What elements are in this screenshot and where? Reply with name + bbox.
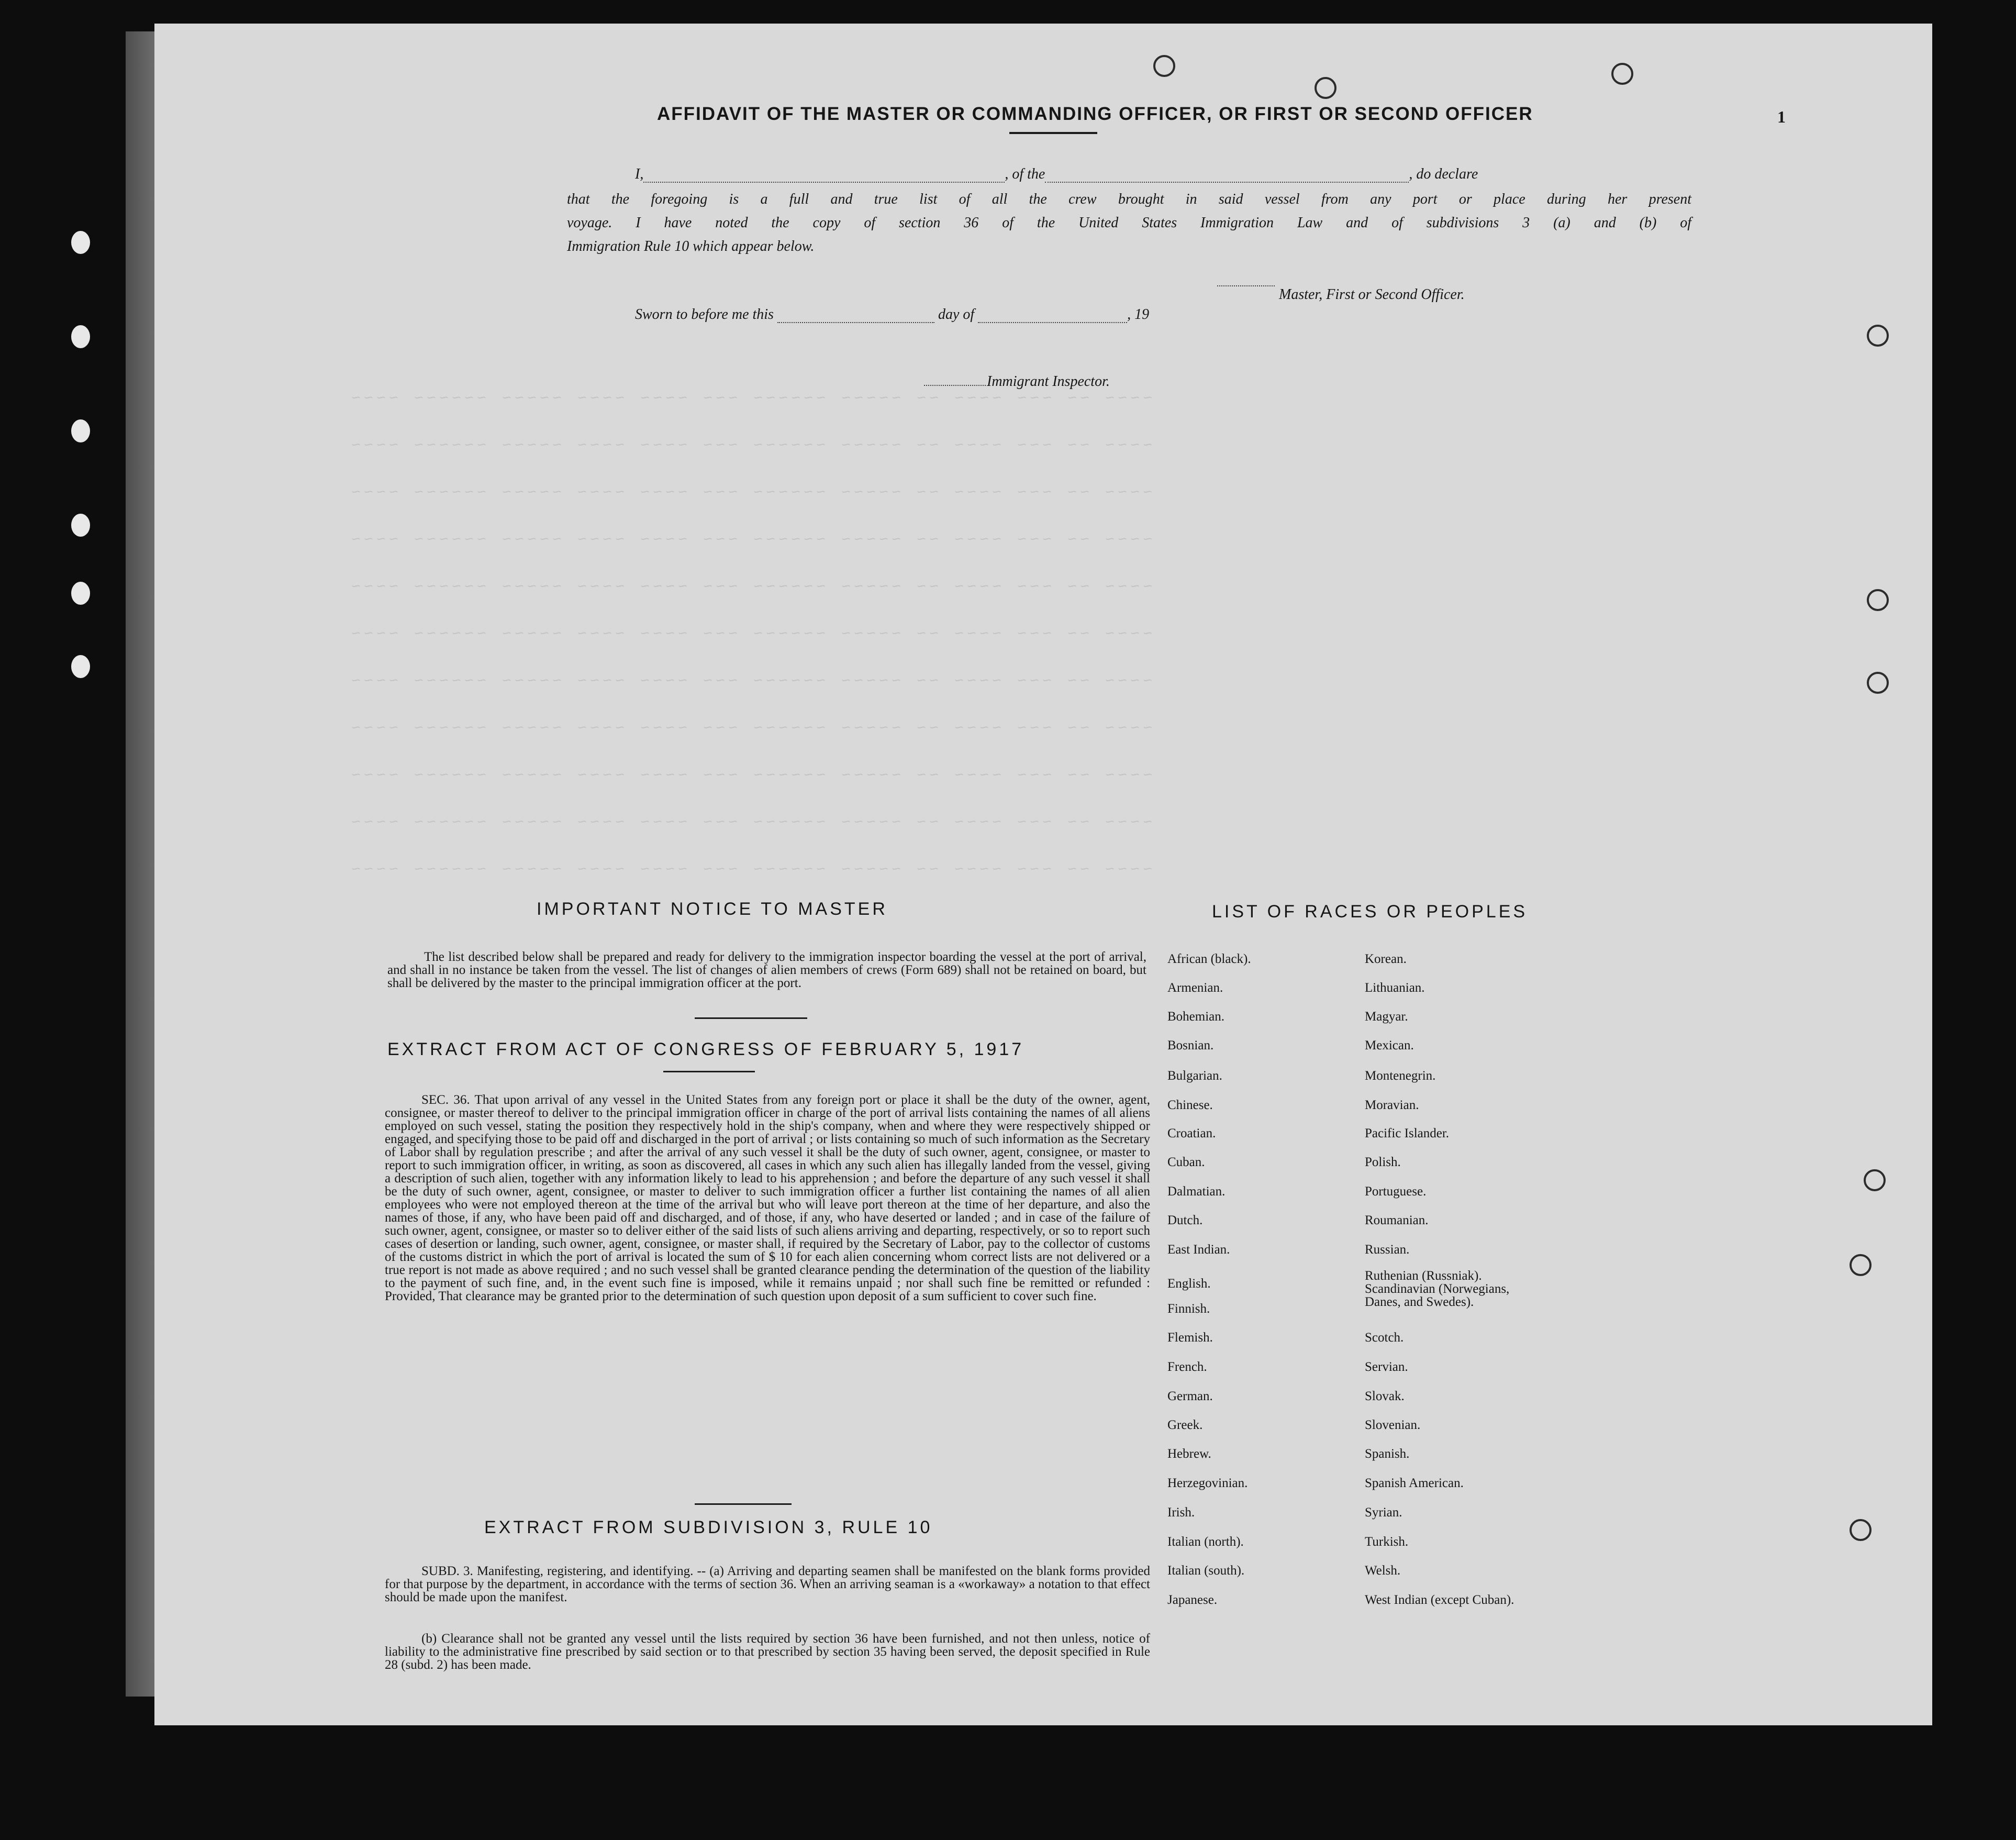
race-entry: Servian. [1365, 1360, 1408, 1374]
race-entry: African (black). [1167, 952, 1251, 966]
race-entry: Japanese. [1167, 1593, 1218, 1607]
punch-hole [70, 580, 92, 606]
ring-mark [1867, 589, 1889, 611]
race-entry: Montenegrin. [1365, 1069, 1436, 1083]
race-entry: Bosnian. [1167, 1038, 1214, 1052]
punch-hole [70, 653, 92, 680]
race-entry: Pacific Islander. [1365, 1126, 1450, 1140]
notice-title: IMPORTANT NOTICE TO MASTER [537, 899, 888, 919]
ring-mark [1867, 325, 1889, 347]
manifest-page: ~~~~ ~~ ~~~ ~~~~ ~~ ~~~~~ ~~~~~~ ~~~ ~~~~ ~~~~ ~~~~~ ~~~~~~ ~~~~ ~~~~ ~~ ~~~ ~~~~ ~~ ~~~~~ ~~~~~~ ~~~ ~~~~ ~~~~ ~~~~~ ~~~~~~ ~~~~ ~~~~ ~~ ~~~ ~~~~ ~~ ~~~~~ ~~~~~~ ~~~ ~~~~ ~~~~ ~~~~~ ~~~~~~ ~~~~ ~~~~ ~~ ~~~ ~~~~ ~~ ~~~~~ ~~~~~~ ~~~ ~~~~ ~~~~ ~~~~~ ~~~~~~ ~~~~ ~~~~ ~~ ~~~ ~~~~ ~~ ~~~~~ ~~~~~~ ~~~ ~~~~ ~~~~ ~~~~~ ~~~~~~ ~~~~ ~~~~ ~~ ~~~ ~~~~ ~~ ~~~~~ ~~~~~~ ~~~ ~~~~ ~~~~ ~~~~~ ~~~~~~ ~~~~ ~~~~ ~~ ~~~ ~~~~ ~~ ~~~~~ ~~~~~~ ~~~ ~~~~ ~~~~ ~~~~~ ~~~~~~ ~~~~ ~~~~ ~~ ~~~ ~~~~ ~~ ~~~~~ ~~~~~~ ~~~ ~~~~ ~~~~ ~~~~~ ~~~~~~ ~~~~ ~~~~ ~~ ~~~ ~~~~ ~~ ~~~~~ ~~~~~~ ~~~ ~~~~ ~~~~ ~~~~~ ~~~~~~ ~~~~ ~~~~ ~~ ~~~ ~~~~ ~~ ~~~~~ ~~~~~~ ~~~ ~~~~ ~~~~ ~~~~~ ~~~~~~ ~~~~ ~~~~ ~~ ~~~ ~~~~ ~~ ~~~~~ ~~~~~~ ~~~ ~~~~ ~~~~ ~~~~~ ~~~~~~ ~~~~ 1 AFFIDAVIT OF THE MASTER OR COMMANDING OFFICER, OR FIRST OR SECOND OFFICER I, , of the , do declare that the foregoing is a full and true list of all the crew brought in said vessel from any port or place during her present voyage. I have noted the copy of section 36 of the United States Immigration Law and of subdivisions 3 (a) and (b) of Immigration Rule 10 which appear below. Master, First or Second Officer. Sworn to before me this day of , 19 Immigrant Inspector. IMPORTANT NOTICE TO MASTER The list described below shall be prepared and ready for delivery to the immigration inspector boarding the vessel at the port of arrival, and shall in no instance be taken from the vessel. The list of changes of alien members of crews (Form 689) shall not be retained on board, but shall be delivered by the master to the principal immigration officer at the port. EXTRACT FROM ACT OF CONGRESS OF FEBRUARY 5, 1917 SEC. 36. That upon arrival of any vessel in the United States from any foreign port or place it shall be the duty of the owner, agent, consignee, or master thereof to deliver to the principal immigration officer in charge of the port of arrival lists containing the names of all aliens employed on such vessel, stating the position they respectively hold in the ship's company, when and where they were respectively shipped or engaged, and specifying those to be paid off and discharged in the port of arrival ; or lists containing so much of such information as the Secretary of Labor shall by regulation prescribe ; and after the arrival of any such vessel it shall be the duty of such owner, agent, consignee, or master to report to such immigration officer, in writing, as soon as discovered, all cases in which any such alien has illegally landed from the vessel, giving a description of such alien, together with any information likely to lead to his apprehension ; and before the departure of any such vessel it shall be the duty of such owner, agent, consignee, or master to deliver to such immigration officer a further list containing the names of all alien employees who were not employed thereon at the time of the arrival but who will leave port thereon at the time of her departure, and also the names of those, if any, who have been paid off and discharged, and of those, if any, who have deserted or landed ; and in case of the failure of such owner, agent, consignee, or master so to deliver either of the said lists of such aliens arriving and departing, respectively, or so to report such cases of desertion or landing, such owner, agent, consignee, or master shall, if required by the Secretary of Labor, pay to the collector of customs of the customs district in which the port of arrival is located the sum of $ 10 for each alien concerning whom correct lists are not delivered or a true report is not made as above required ; and no such vessel shall be granted clearance pending the determination of the question of the liability to the payment of such fine, and, in the event such fine is imposed, while it remains unpaid ; nor shall such fine be remitted or refunded : Provided, That clearance may be granted prior to the determination of such question upon deposit of a sum sufficient to cover such fine. EXTRACT FROM SUBDIVISION 3, RULE 10 SUBD. 3. Manifesting, registering, and identifying. -- (a) Arriving and departing seamen shall be manifested on the blank forms provided for that purpose by the department, in accordance with the terms of section 36. When an arriving seaman is a «workaway» a notation to that effect should be made upon the manifest. (b) Clearance shall not be granted any vessel until the lists required by section 36 have been furnished, and not then unless, notice of liability to the administrative fine prescribed by said section or to that prescribed by section 35 having been served, the deposit specified in Rule 28 (subd. 2) has been made. LIST OF RACES OR PEOPLES African (black). Armenian. Bohemian. Bosnian. Bulgarian. Chinese. Croatian. Cuban. Dalmatian. Dutch. East Indian. English. Finnish. Flemish. French. German. Greek. Hebrew. Herzegovinian. Irish. Italian (north). Italian (south). Japanese. Korean. Lithuanian. Magyar. Mexican. Montenegrin. Moravian. Pacific Islander. Polish. Portuguese. Roumanian. Russian. Ruthenian (Russniak). Scandinavian (Norwegians, Danes, and Swedes). Scotch. Servian. Slovak. Slovenian. Spanish. Spanish American. Syrian. Turkish. Welsh. West Indian (except Cuban). [154, 24, 1932, 1725]
race-entry: Scotch. [1365, 1331, 1404, 1345]
ring-mark [1867, 672, 1889, 694]
race-entry: Dalmatian. [1167, 1184, 1226, 1199]
race-entry: Turkish. [1365, 1535, 1409, 1549]
act-title: EXTRACT FROM ACT OF CONGRESS OF FEBRUARY 5, 1917 [387, 1039, 1024, 1059]
notice-body: The list described below shall be prepared and ready for delivery to the immigration inspector boarding the vessel at the port of arrival, and shall in no instance be taken from the vessel. The list of changes of alien members of crews (Form 689) shall not be retained on board, but shall be delivered by the master to the principal immigration officer at the port. [387, 950, 1146, 990]
race-entry: Italian (north). [1167, 1535, 1244, 1549]
race-entry: French. [1167, 1360, 1207, 1374]
sworn-month-field[interactable] [978, 308, 1127, 323]
race-entry: Moravian. [1365, 1098, 1419, 1112]
sworn-label: Sworn to before me this [635, 306, 774, 323]
race-entry: Cuban. [1167, 1155, 1205, 1169]
race-entry: Russian. [1365, 1243, 1410, 1257]
race-entry: Bulgarian. [1167, 1069, 1222, 1083]
race-entry: Herzegovinian. [1167, 1476, 1248, 1490]
ring-mark [1850, 1519, 1872, 1541]
race-entry: Hebrew. [1167, 1447, 1211, 1461]
race-entry: Flemish. [1167, 1331, 1213, 1345]
affidavit-line-1 [635, 166, 1691, 183]
race-entry: Greek. [1167, 1418, 1203, 1432]
ring-mark [1864, 1169, 1886, 1191]
declarant-label: I, [635, 166, 644, 182]
race-entry: Spanish. [1365, 1447, 1410, 1461]
ring-mark [1315, 77, 1336, 99]
year-label: , 19 [1127, 306, 1150, 323]
race-entry: Italian (south). [1167, 1564, 1245, 1578]
act-rule [663, 1071, 755, 1072]
ring-mark [1153, 55, 1175, 77]
act-end-rule [695, 1503, 792, 1505]
race-entry: Irish. [1167, 1505, 1195, 1520]
race-entry: Chinese. [1167, 1098, 1213, 1112]
affidavit-line-4: Immigration Rule 10 which appear below. [567, 238, 815, 254]
master-signature-field[interactable] [1217, 285, 1275, 286]
affidavit-line-3: voyage. I have noted the copy of section 36 of the United States Immigration Law and of subdivisions 3 (a) and (b) of [567, 215, 1691, 231]
inspector-label: Immigrant Inspector. [987, 373, 1110, 390]
vessel-label: , of the [1005, 166, 1045, 182]
race-entry: English. [1167, 1277, 1211, 1291]
race-entry: Armenian. [1167, 981, 1223, 995]
race-entry: Finnish. [1167, 1302, 1210, 1316]
race-entry: Danes, and Swedes). [1365, 1295, 1474, 1309]
race-entry: Spanish American. [1365, 1476, 1464, 1490]
race-entry: Dutch. [1167, 1213, 1203, 1227]
race-entry: German. [1167, 1389, 1213, 1403]
race-entry: Slovak. [1365, 1389, 1405, 1403]
affidavit-title: AFFIDAVIT OF THE MASTER OR COMMANDING OFFICER, OR FIRST OR SECOND OFFICER [657, 104, 1533, 124]
punch-hole [70, 512, 92, 538]
page-number: 1 [1777, 107, 1786, 126]
race-entry: Mexican. [1365, 1038, 1414, 1052]
punch-hole [70, 229, 92, 256]
race-entry: Polish. [1365, 1155, 1401, 1169]
races-title: LIST OF RACES OR PEOPLES [1212, 902, 1528, 922]
master-signature-label: Master, First or Second Officer. [1279, 286, 1465, 303]
rule-para-a: SUBD. 3. Manifesting, registering, and identifying. -- (a) Arriving and departing seamen shall be manifested on the blank forms provided for that purpose by the department, in accordance with the terms of section 36. When an arriving seaman is a «workaway» a notation to that effect should be made upon the manifest. [385, 1564, 1150, 1604]
ring-mark [1611, 63, 1633, 85]
race-entry: Syrian. [1365, 1505, 1402, 1520]
title-rule [1009, 132, 1097, 134]
rule-para-b: (b) Clearance shall not be granted any vessel until the lists required by section 36 have been furnished, and not then unless, notice of liability to the administrative fine prescribed by said section or to that prescribed by section 35 having been served, the deposit specified in Rule 28 (subd. 2) has been made. [385, 1632, 1150, 1672]
race-entry: Scandinavian (Norwegians, [1365, 1282, 1510, 1296]
race-entry: Croatian. [1167, 1126, 1216, 1140]
ring-mark [1850, 1254, 1872, 1276]
sworn-line [635, 306, 1149, 323]
race-entry: Portuguese. [1365, 1184, 1427, 1199]
race-entry: Welsh. [1365, 1564, 1401, 1578]
day-of-label: day of [938, 306, 975, 323]
race-entry: Magyar. [1365, 1010, 1408, 1024]
race-entry: East Indian. [1167, 1243, 1230, 1257]
race-entry: Roumanian. [1365, 1213, 1429, 1227]
punch-hole [70, 418, 92, 444]
inspector-signature-field[interactable] [924, 385, 986, 386]
race-entry: West Indian (except Cuban). [1365, 1593, 1514, 1607]
act-body: SEC. 36. That upon arrival of any vessel in the United States from any foreign port or place it shall be the duty of the owner, agent, consignee, or master thereof to deliver to the principal immigration officer in charge of the port of arrival lists containing the names of all aliens employed on such vessel, stating the position they respectively hold in the ship's company, when and where they were respectively shipped or engaged, and specifying those to be paid off and discharged in the port of arrival ; or lists containing so much of such information as the Secretary of Labor shall by regulation prescribe ; and after the arrival of any such vessel it shall be the duty of such owner, agent, consignee, or master to report to such immigration officer, in writing, as soon as discovered, all cases in which any such alien has illegally landed from the vessel, giving a description of such alien, together with any information likely to lead to his apprehension ; and before the departure of any such vessel it shall be the duty of such owner, agent, consignee, or master to deliver to such immigration officer a further list containing the names of all alien employees who were not employed thereon at the time of the arrival but who will leave port thereon at the time of her departure, and also the names of those, if any, who have been paid off and discharged, and of those, if any, who have deserted or landed ; and in case of the failure of such owner, agent, consignee, or master so to deliver either of the said lists of such aliens arriving and departing, respectively, or so to report such cases of desertion or landing, such owner, agent, consignee, or master shall, if required by the Secretary of Labor, pay to the collector of customs of the customs district in which the port of arrival is located the sum of $ 10 for each alien concerning whom correct lists are not delivered or a true report is not made as above required ; and no such vessel shall be granted clearance pending the determination of the question of the liability to the payment of such fine, and, in the event such fine is imposed, while it remains unpaid ; nor shall such fine be remitted or refunded : Provided, That clearance may be granted prior to the determination of such question upon deposit of a sum sufficient to cover such fine. [385, 1093, 1150, 1303]
race-entry: Slovenian. [1365, 1418, 1421, 1432]
rule-title: EXTRACT FROM SUBDIVISION 3, RULE 10 [484, 1517, 933, 1537]
affidavit-line-2: that the foregoing is a full and true list of all the crew brought in said vessel from any port or place during her present [567, 191, 1691, 207]
race-entry: Bohemian. [1167, 1010, 1225, 1024]
sworn-day-field[interactable] [777, 308, 934, 323]
declarant-name-field[interactable] [643, 168, 1005, 183]
punch-hole [70, 324, 92, 350]
race-entry: Ruthenian (Russniak). [1365, 1269, 1482, 1283]
vessel-name-field[interactable] [1045, 168, 1409, 183]
race-entry: Korean. [1365, 952, 1407, 966]
declare-label: , do declare [1409, 166, 1478, 182]
race-entry: Lithuanian. [1365, 981, 1425, 995]
notice-rule [695, 1017, 807, 1019]
